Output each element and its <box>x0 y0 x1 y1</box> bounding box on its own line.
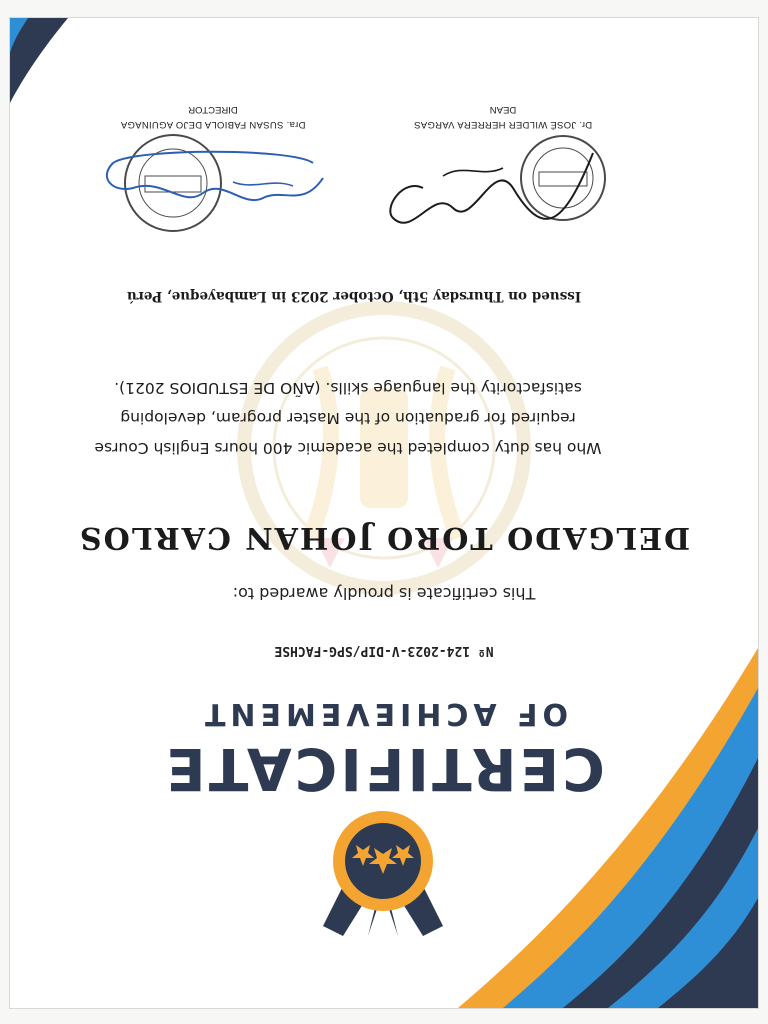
recipient-name: DELGADO TORO JOHAN CARLOS <box>77 520 691 555</box>
director-signature-block <box>63 88 363 248</box>
director-stamp-and-signature <box>63 128 363 248</box>
body-line: required for graduation of the Master program, developing <box>120 409 576 427</box>
certificate-number: Nº 124-2023-V-DIP/SPG-FACHSE <box>274 643 494 658</box>
certificate-subtitle: OF ACHIEVEMENT <box>199 696 569 731</box>
dean-role: DEAN <box>489 104 517 115</box>
awarded-to-text: This certificate is proudly awarded to: <box>232 584 536 603</box>
dean-stamp-and-signature <box>353 128 653 248</box>
certificate-sheet <box>10 18 758 1008</box>
dean-name: Dr. JOSÉ WILDER HERRERA VARGAS <box>413 119 593 130</box>
certificate-content-rotated <box>10 18 758 1008</box>
director-name: Dra. SUSAN FABIOLA DEJO AGUINAGA <box>120 119 306 130</box>
body-line: Who has duty completed the academic 400 hours English Course <box>94 439 602 457</box>
dean-signature-block <box>353 88 653 248</box>
certificate-title: CERTIFICATE <box>163 735 605 803</box>
medal-icon <box>308 806 458 936</box>
body-line: satisfactority the language skills. (AÑO DE ESTUDIOS 2021). <box>114 379 582 397</box>
certificate-body <box>88 373 608 463</box>
director-role: DIRECTOR <box>188 104 238 115</box>
issued-date: Issued on Thursday 5th, October 2023 in Lambayeque, Perú <box>126 288 582 304</box>
